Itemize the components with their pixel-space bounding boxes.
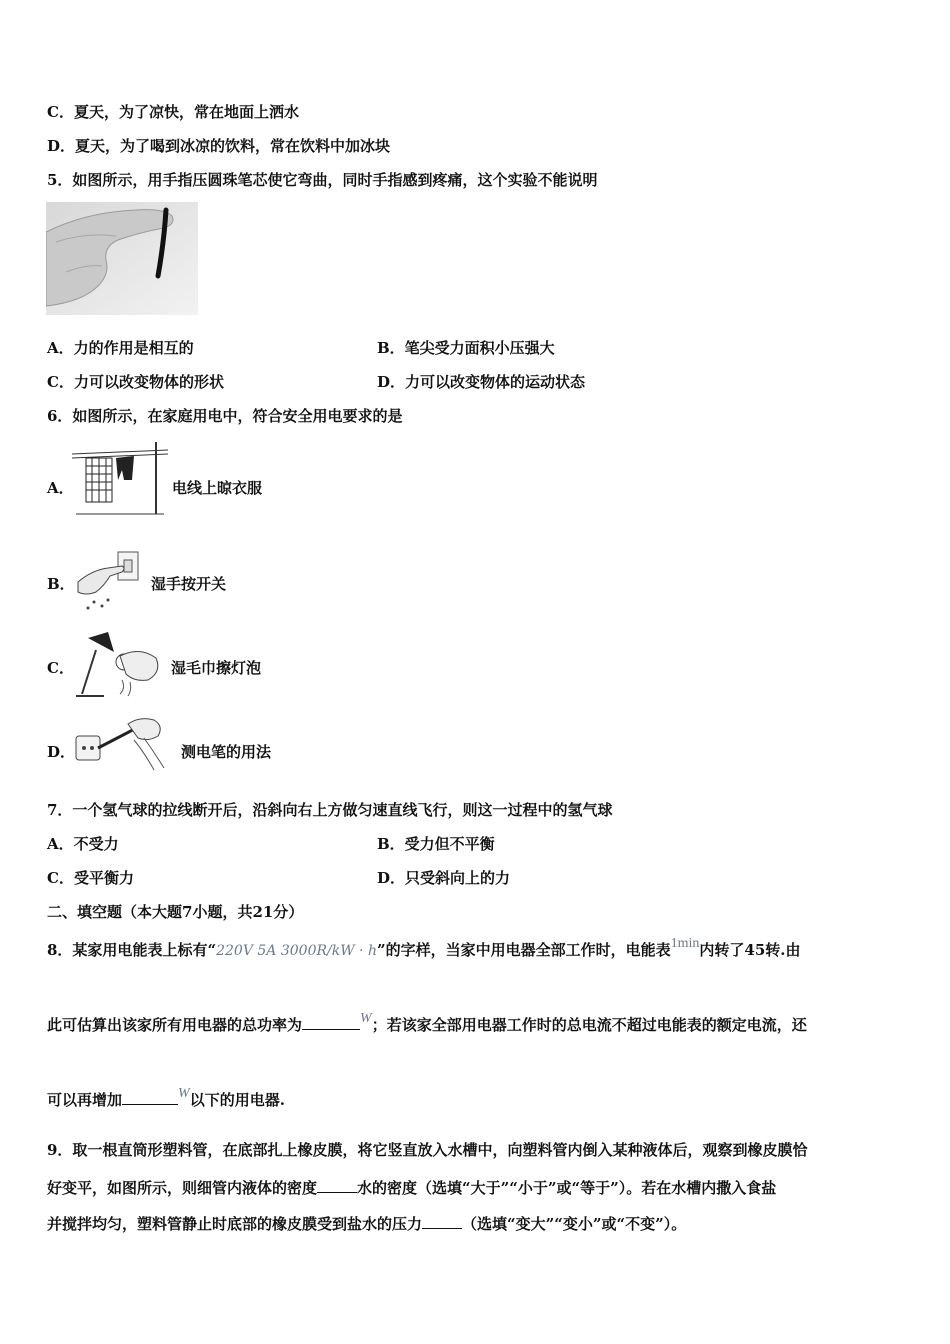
q5-option-a: A．力的作用是相互的 [47,339,194,357]
q4-option-c: C．夏天，为了凉快，常在地面上洒水 [47,103,299,121]
section-2-heading: 二、填空题（本大题7小题，共21分） [47,903,304,921]
q9-text-3b: （选填“变大”“变小”或“不变”）。 [462,1215,687,1233]
clothes-on-wire-image [72,440,168,516]
q8-text-3: 内转了45转.由 [699,941,801,959]
q8-line-2 [47,1011,807,1037]
q8-line-3 [47,1086,285,1112]
q7-option-c: C．受平衡力 [47,869,134,887]
q6-option-d-text: 测电笔的用法 [181,743,272,761]
q7-option-d: D．只受斜向上的力 [377,869,511,887]
q6-stem: 6．如图所示，在家庭用电中，符合安全用电要求的是 [47,407,403,425]
q8-meter-spec: 220V 5A 3000R/kW · h [216,943,377,959]
q5-option-c: C．力可以改变物体的形状 [47,373,224,391]
q8-unit-1: W [360,1011,372,1026]
q6-option-c-text: 湿毛巾擦灯泡 [171,659,262,677]
q9-line-2 [47,1178,776,1198]
q8-quote-close: ” [376,941,386,959]
q7-stem: 7．一个氢气球的拉线断开后，沿斜向右上方做匀速直线飞行，则这一过程中的氢气球 [47,801,613,819]
q9-blank-2[interactable] [422,1214,462,1229]
q7-option-a: A．不受力 [47,835,119,853]
q9-text-3a: 并搅拌均匀，塑料管静止时底部的橡皮膜受到盐水的压力 [47,1215,423,1233]
q4-option-d: D．夏天，为了喝到冰凉的饮料，常在饮料中加冰块 [47,137,391,155]
q8-text-1: 8．某家用电能表上标有 [47,941,208,959]
wet-hand-switch-image [74,548,144,612]
q8-blank-1[interactable] [302,1015,360,1030]
q8-text-4: 此可估算出该家所有用电器的总功率为 [47,1016,303,1034]
q9-text-2b: 水的密度（选填“大于”“小于”或“等于”）。若在水槽内撒入食盐 [357,1179,777,1197]
q8-time: 1min [670,936,700,951]
q8-line-1 [47,936,801,962]
q8-blank-2[interactable] [122,1090,178,1105]
q6-option-a-text: 电线上晾衣服 [172,479,263,497]
q6-option-a-letter: A． [47,479,74,497]
q9-text-2a: 好变平，如图所示，则细管内液体的密度 [47,1179,318,1197]
q8-quote-open: “ [207,941,217,959]
q5-option-d: D．力可以改变物体的运动状态 [377,373,586,391]
q9-line-3 [47,1214,686,1234]
q6-option-d-letter: D． [47,743,76,761]
q8-unit-2: W [178,1086,190,1101]
q6-option-b-letter: B． [47,575,75,593]
q7-option-b: B．受力但不平衡 [377,835,495,853]
q6-option-b-text: 湿手按开关 [151,575,227,593]
q8-text-5: ；若该家全部用电器工作时的总电流不超过电能表的额定电流，还 [371,1016,807,1034]
q6-option-c-letter: C． [47,659,74,677]
q8-text-6: 可以再增加 [47,1091,123,1109]
q9-blank-1[interactable] [317,1178,357,1193]
q8-text-2: 的字样，当家中用电器全部工作时，电能表 [385,941,671,959]
q9-line-1: 9．取一根直筒形塑料管，在底部扎上橡皮膜，将它竖直放入水槽中，向塑料管内倒入某种液体后，观察到橡皮膜恰 [47,1141,808,1159]
finger-pressing-pen-image [46,202,198,315]
q8-text-7: 以下的用电器. [189,1091,285,1109]
q5-stem: 5．如图所示，用手指压圆珠笔芯使它弯曲，同时手指感到疼痛，这个实验不能说明 [47,171,598,189]
test-pen-usage-image [74,712,170,774]
q5-option-b: B．笔尖受力面积小压强大 [377,339,555,357]
wet-towel-lamp-image [74,630,166,702]
